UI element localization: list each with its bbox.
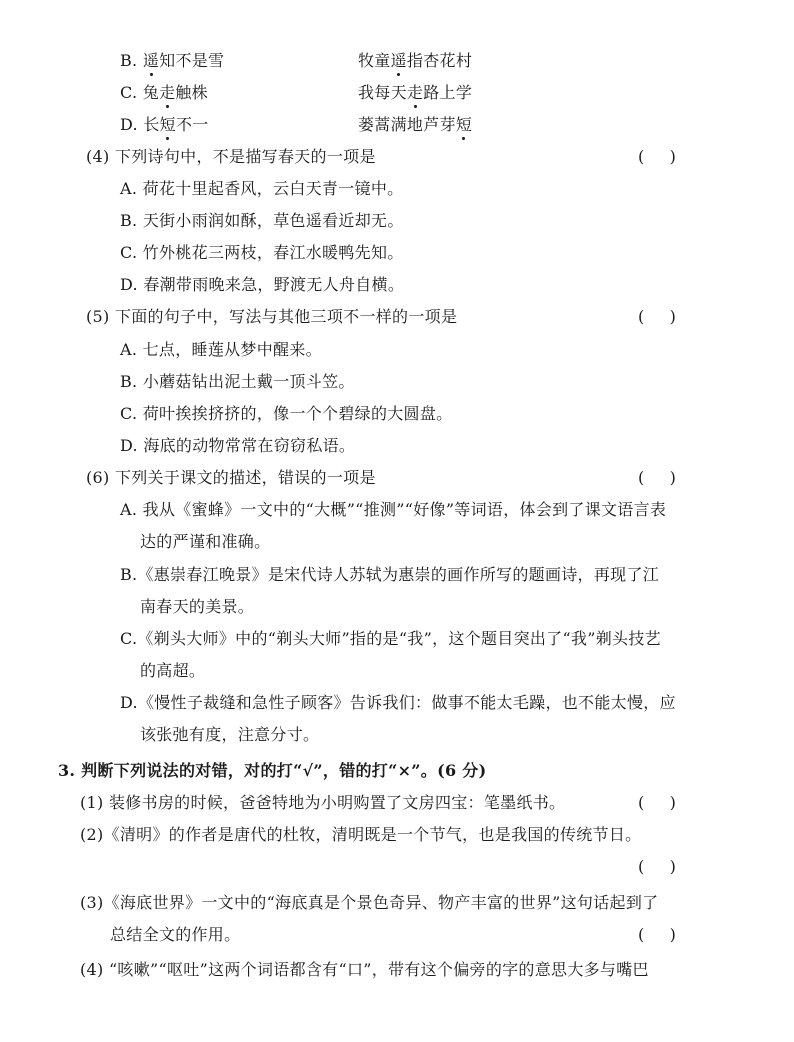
emphasis-dot-char: 短 xyxy=(159,115,176,134)
judge-item-3-line1: (3)《海底世界》一文中的“海底真是个景色奇异、物产丰富的世界”这句话起到了 xyxy=(80,893,659,912)
judge-item-1-answer-blank[interactable]: ( ) xyxy=(638,793,676,812)
q2-option-b-left: B. 遥知不是雪 xyxy=(120,51,225,70)
q5-stem: (5) 下面的句子中，写法与其他三项不一样的一项是 xyxy=(86,307,458,326)
judge-item-1: (1) 装修书房的时候，爸爸特地为小明购置了文房四宝：笔墨纸书。 xyxy=(80,793,566,812)
q6-option-c-line2: 的高超。 xyxy=(140,661,206,680)
judge-item-2-answer-blank[interactable]: ( ) xyxy=(638,857,676,876)
q4-option-b: B. 天街小雨润如酥，草色遥看近却无。 xyxy=(120,211,404,230)
q6-stem: (6) 下列关于课文的描述，错误的一项是 xyxy=(86,468,376,487)
emphasis-dot-char: 短 xyxy=(455,115,473,134)
q2-option-d-left: D. 长短不一 xyxy=(120,115,209,134)
judge-item-4: (4) “咳嗽”“呕吐”这两个词语都含有“口”，带有这个偏旁的字的意思大多与嘴巴 xyxy=(80,960,649,979)
judge-item-2: (2)《清明》的作者是唐代的杜牧，清明既是一个节气，也是我国的传统节日。 xyxy=(80,825,642,844)
q6-option-b-line2: 南春天的美景。 xyxy=(140,597,255,616)
q6-option-a-line1: A. 我从《蜜蜂》一文中的“大概”“推测”“好像”等词语，体会到了课文语言表 xyxy=(120,500,667,519)
q5-answer-blank[interactable]: ( ) xyxy=(638,307,676,326)
judge-item-3-answer-blank[interactable]: ( ) xyxy=(638,925,676,944)
emphasis-dot-char: 走 xyxy=(159,83,176,102)
section-3-heading: 3. 判断下列说法的对错，对的打“√”，错的打“×”。(6 分) xyxy=(58,761,487,780)
q2-option-b-right: 牧童遥指杏花村 xyxy=(358,51,473,70)
q4-option-a: A. 荷花十里起香风，云白天青一镜中。 xyxy=(120,179,404,198)
q6-option-b-line1: B.《惠崇春江晚景》是宋代诗人苏轼为惠崇的画作所写的题画诗，再现了江 xyxy=(120,565,660,584)
q6-option-a-line2: 达的严谨和准确。 xyxy=(140,532,271,551)
q4-answer-blank[interactable]: ( ) xyxy=(638,147,676,166)
q6-option-d-line2: 该张弛有度，注意分寸。 xyxy=(140,725,320,744)
emphasis-dot-char: 遥 xyxy=(390,51,407,70)
q6-option-d-line1: D.《慢性子裁缝和急性子顾客》告诉我们：做事不能太毛躁，也不能太慢，应 xyxy=(120,693,676,712)
q2-option-d-right: 蒌蒿满地芦芽短 xyxy=(358,115,473,134)
q4-stem: (4) 下列诗句中，不是描写春天的一项是 xyxy=(86,147,376,166)
q4-option-c: C. 竹外桃花三两枝，春江水暖鸭先知。 xyxy=(120,243,404,262)
q5-option-c: C. 荷叶挨挨挤挤的，像一个个碧绿的大圆盘。 xyxy=(120,404,453,423)
q2-option-c-right: 我每天走路上学 xyxy=(358,83,473,102)
q5-option-b: B. 小蘑菇钻出泥土戴一顶斗笠。 xyxy=(120,372,355,391)
emphasis-dot-char: 遥 xyxy=(142,51,160,70)
q6-answer-blank[interactable]: ( ) xyxy=(638,468,676,487)
emphasis-dot-char: 走 xyxy=(406,83,424,102)
judge-item-3-line2: 总结全文的作用。 xyxy=(110,925,241,944)
q5-option-d: D. 海底的动物常常在窃窃私语。 xyxy=(120,436,356,455)
q4-option-d: D. 春潮带雨晚来急，野渡无人舟自横。 xyxy=(120,275,405,294)
q5-option-a: A. 七点，睡莲从梦中醒来。 xyxy=(120,340,322,359)
q6-option-c-line1: C.《剃头大师》中的“剃头大师”指的是“我”，这个题目突出了“我”剃头技艺 xyxy=(120,629,661,648)
q2-option-c-left: C. 兔走触株 xyxy=(120,83,208,102)
